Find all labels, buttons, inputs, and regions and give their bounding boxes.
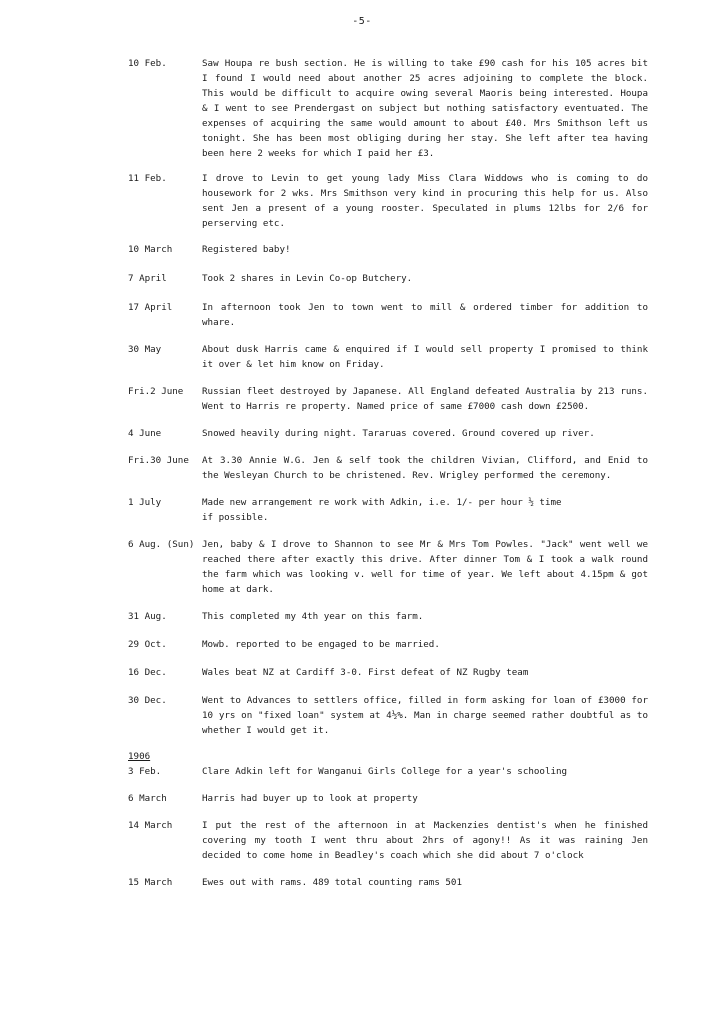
entry-text: Harris had buyer up to look at property: [202, 793, 418, 804]
entry-text: Wales beat NZ at Cardiff 3-0. First defeat of NZ Rugby team: [202, 667, 529, 678]
entry-text: Took 2 shares in Levin Co-op Butchery.: [202, 273, 413, 284]
entry-date: 17 April: [128, 302, 173, 313]
diary-entry: [128, 300, 648, 330]
entry-text: Jen, baby & I drove to Shannon to see Mr & Mrs Tom Powles. "Jack" went well we reached there after exactly this drive. After dinner Tom & I took a walk round the farm which was looking v. well for time of year. We left about 4.15pm & got home at dark.: [202, 539, 648, 595]
diary-entry: [128, 875, 648, 890]
diary-entries: [128, 56, 648, 890]
entry-date: 3 Feb.: [128, 766, 162, 777]
diary-entry: [128, 426, 648, 441]
entry-text: Made new arrangement re work with Adkin, i.e. 1/- per hour ½ time if possible.: [202, 497, 562, 523]
diary-entry: [128, 56, 648, 161]
diary-entry: [128, 384, 648, 414]
entry-text: This completed my 4th year on this farm.: [202, 611, 424, 622]
entry-date: 6 Aug. (Sun): [128, 539, 195, 550]
entry-date: 10 March: [128, 244, 173, 255]
diary-entry: [128, 171, 648, 231]
entry-date: 15 March: [128, 877, 173, 888]
year-heading: 1906: [128, 751, 151, 762]
entry-date: 30 May: [128, 344, 162, 355]
entry-text: Went to Advances to settlers office, filled in form asking for loan of £3000 for 10 yrs on "fixed loan" system at 4½%. Man in charge seemed rather doubtful as to whether I would get it.: [202, 695, 648, 736]
diary-entry: [128, 453, 648, 483]
diary-entry: [128, 537, 648, 597]
diary-entry: [128, 791, 648, 806]
diary-entry: [128, 764, 648, 779]
diary-entry: [128, 818, 648, 863]
entry-text: I drove to Levin to get young lady Miss Clara Widdows who is coming to do housework for 2 wks. Mrs Smithson very kind in procuring this help for us. Also sent Jen a present of a young rooster. Speculated in plums 12lbs for 2/6 for perserving etc.: [202, 173, 648, 229]
diary-entry: [128, 637, 648, 652]
entry-text: Russian fleet destroyed by Japanese. All England defeated Australia by 213 runs. Went to Harris re property. Named price of same £7000 cash down £2500.: [202, 386, 648, 412]
entry-text: About dusk Harris came & enquired if I would sell property I promised to think it over & let him know on Friday.: [202, 344, 648, 370]
diary-entry: [128, 609, 648, 624]
entry-date: Fri.2 June: [128, 386, 184, 397]
entry-text: In afternoon took Jen to town went to mill & ordered timber for addition to whare.: [202, 302, 648, 328]
entry-text: I put the rest of the afternoon in at Mackenzies dentist's when he finished covering my tooth I went thru about 2hrs of agony!! As it was raining Jen decided to come home in Beadley's coach which she did about 7 o'clock: [202, 820, 648, 861]
entry-text: Snowed heavily during night. Tararuas covered. Ground covered up river.: [202, 428, 595, 439]
entry-date: 6 March: [128, 793, 167, 804]
diary-entry: [128, 495, 648, 525]
entry-text: Registered baby!: [202, 244, 291, 255]
entry-text: At 3.30 Annie W.G. Jen & self took the children Vivian, Clifford, and Enid to the Wesleyan Church to be christened. Rev. Wrigley performed the ceremony.: [202, 455, 648, 481]
diary-entry: [128, 665, 648, 680]
entry-date: 10 Feb.: [128, 58, 167, 69]
diary-entry: [128, 342, 648, 372]
page-number: -5-: [352, 16, 372, 27]
entry-date: 1 July: [128, 497, 162, 508]
entry-date: 16 Dec.: [128, 667, 167, 678]
entry-date: Fri.30 June: [128, 455, 189, 466]
entry-date: 14 March: [128, 820, 173, 831]
diary-entry: [128, 693, 648, 738]
entry-date: 29 Oct.: [128, 639, 167, 650]
entry-text: Saw Houpa re bush section. He is willing to take £90 cash for his 105 acres bit I found I would need about another 25 acres adjoining to complete the block. This would be difficult to acquire owing several Maoris being interested. Houpa & I went to see Prendergast on subject but nothing satisfactory eventuated. The expenses of acquiring the same would amount to about £40. Mrs Smithson left us tonight. She has been most obliging during her stay. She left after tea having been here 2 weeks for which I paid her £3.: [202, 58, 648, 159]
entry-date: 4 June: [128, 428, 162, 439]
entry-text: Clare Adkin left for Wanganui Girls College for a year's schooling: [202, 766, 568, 777]
diary-entry: [128, 242, 648, 257]
entry-date: 11 Feb.: [128, 173, 167, 184]
entry-text: Mowb. reported to be engaged to be married.: [202, 639, 440, 650]
entry-date: 7 April: [128, 273, 167, 284]
entry-text: Ewes out with rams. 489 total counting rams 501: [202, 877, 462, 888]
entry-date: 31 Aug.: [128, 611, 167, 622]
diary-entry: [128, 271, 648, 286]
entry-date: 30 Dec.: [128, 695, 167, 706]
